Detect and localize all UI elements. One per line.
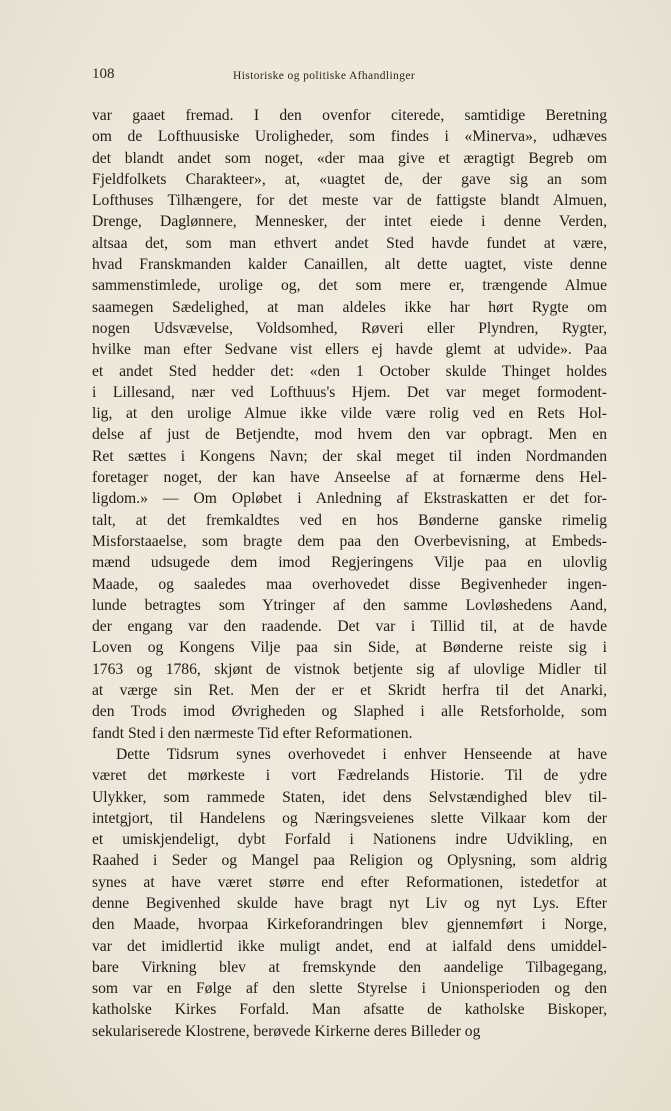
- text-line: katholske Kirkes Forfald. Man afsatte de katholske Biskoper,: [92, 1001, 607, 1019]
- text-line: Ulykker, som rammede Staten, idet dens Selvstændighed blev til-: [92, 788, 607, 806]
- text-line: saamegen Sædelighed, at man aldeles ikke har hørt Rygte om: [92, 298, 607, 316]
- text-line: var gaaet fremad. I den ovenfor citerede, samtidige Beretning: [92, 107, 607, 124]
- text-line: altsaa det, som man ethvert andet Sted havde fundet at være,: [92, 234, 607, 252]
- text-line: at værge sin Ret. Men der er et Skridt herfra til det Anarki,: [92, 682, 607, 700]
- text-line: nogen Udsvævelse, Voldsomhed, Røveri eller Plyndren, Rygter,: [92, 319, 607, 337]
- text-line: det blandt andet som noget, «der maa give et æragtigt Begreb om: [92, 149, 607, 167]
- text-line: Misforstaaelse, som bragte dem paa den Overbevisning, at Embeds-: [92, 532, 607, 550]
- text-line: lig, at den urolige Almue ikke vilde være rolig ved en Rets Hol-: [92, 405, 607, 423]
- page-header: [92, 66, 580, 88]
- text-line: synes at have været større end efter Reformationen, istedetfor at: [92, 873, 607, 891]
- text-line: der engang var den raadende. Det var i Tillid til, at de havde: [92, 618, 607, 636]
- text-line: intetgjort, til Handelens og Næringsveienes slette Vilkaar kom der: [92, 809, 607, 827]
- text-line: Fjeldfolkets Charakteer», at, «uagtet de, der gave sig an som: [92, 170, 607, 188]
- page-number: 108: [92, 66, 115, 82]
- text-line: fandt Sted i den nærmeste Tid efter Reformationen.: [92, 724, 413, 742]
- body-text: [92, 105, 607, 1042]
- text-line: mænd udsugede dem imod Regjeringens Vilje paa en ulovlig: [92, 554, 607, 572]
- text-line: Dette Tidsrum synes overhovedet i enhver Henseende at have: [116, 745, 607, 763]
- text-line: var det imidlertid ikke muligt andet, end at ialfald dens umiddel-: [92, 937, 607, 955]
- running-title: Historiske og politiske Afhandlinger: [233, 70, 416, 82]
- text-line: i Lillesand, nær ved Lofthuus's Hjem. Det var meget formodent-: [92, 383, 607, 401]
- text-line: sammenstimlede, urolige og, det som mere er, trængende Almue: [92, 277, 607, 295]
- text-line: Loven og Kongens Vilje paa sin Side, at Bønderne reiste sig i: [92, 639, 607, 657]
- text-line: talt, at det fremkaldtes ved en hos Bønderne ganske rimelig: [92, 511, 607, 529]
- paragraph: [92, 744, 607, 1042]
- text-line: Raahed i Seder og Mangel paa Religion og Oplysning, som aldrig: [92, 852, 607, 870]
- text-line: været det mørkeste i vort Fædrelands Historie. Til de ydre: [92, 767, 607, 785]
- text-line: Lofthuses Tilhængere, for det meste var de fattigste blandt Almuen,: [92, 192, 607, 210]
- text-line: 1763 og 1786, skjønt de vistnok betjente sig af ulovlige Midler til: [92, 660, 607, 678]
- text-line: denne Begivenhed skulde have bragt nyt Liv og nyt Lys. Efter: [92, 894, 607, 912]
- text-line: som var en Følge af den slette Styrelse i Unionsperioden og den: [92, 980, 607, 998]
- text-line: Drenge, Daglønnere, Mennesker, der intet eiede i denne Verden,: [92, 213, 607, 231]
- text-line: et umiskjendeligt, dybt Forfald i Nationens indre Udvikling, en: [92, 831, 607, 849]
- text-line: lunde betragtes som Ytringer af den samme Lovløshedens Aand,: [92, 596, 607, 614]
- text-line: sekulariserede Klostrene, berøvede Kirkerne deres Billeder og: [92, 1022, 481, 1040]
- paragraph: [92, 105, 607, 744]
- text-line: Ret sættes i Kongens Navn; der skal meget til inden Nordmanden: [92, 447, 607, 465]
- text-line: ligdom.» — Om Opløbet i Anledning af Ekstraskatten er det for-: [92, 490, 607, 508]
- text-line: om de Lofthuusiske Uroligheder, som findes i «Minerva», udhæves: [92, 128, 607, 146]
- text-line: den Trods imod Øvrigheden og Slaphed i alle Retsforholde, som: [92, 703, 607, 721]
- text-line: et andet Sted hedder det: «den 1 October skulde Thinget holdes: [92, 362, 607, 380]
- text-line: foretager noget, der kan have Anseelse af at fornærme dens Hel-: [92, 469, 607, 487]
- text-line: delse af just de Betjendte, mod hvem den var opbragt. Men en: [92, 426, 607, 444]
- text-line: hvad Franskmanden kalder Canaillen, alt dette uagtet, viste denne: [92, 256, 607, 274]
- text-line: bare Virkning blev at fremskynde den aandelige Tilbagegang,: [92, 958, 607, 976]
- text-line: Maade, og saaledes maa overhovedet disse Begivenheder ingen-: [92, 575, 607, 593]
- text-line: hvilke man efter Sedvane vist ellers ej havde glemt at udvide». Paa: [92, 341, 607, 359]
- text-line: den Maade, hvorpaa Kirkeforandringen blev gjennemført i Norge,: [92, 916, 607, 934]
